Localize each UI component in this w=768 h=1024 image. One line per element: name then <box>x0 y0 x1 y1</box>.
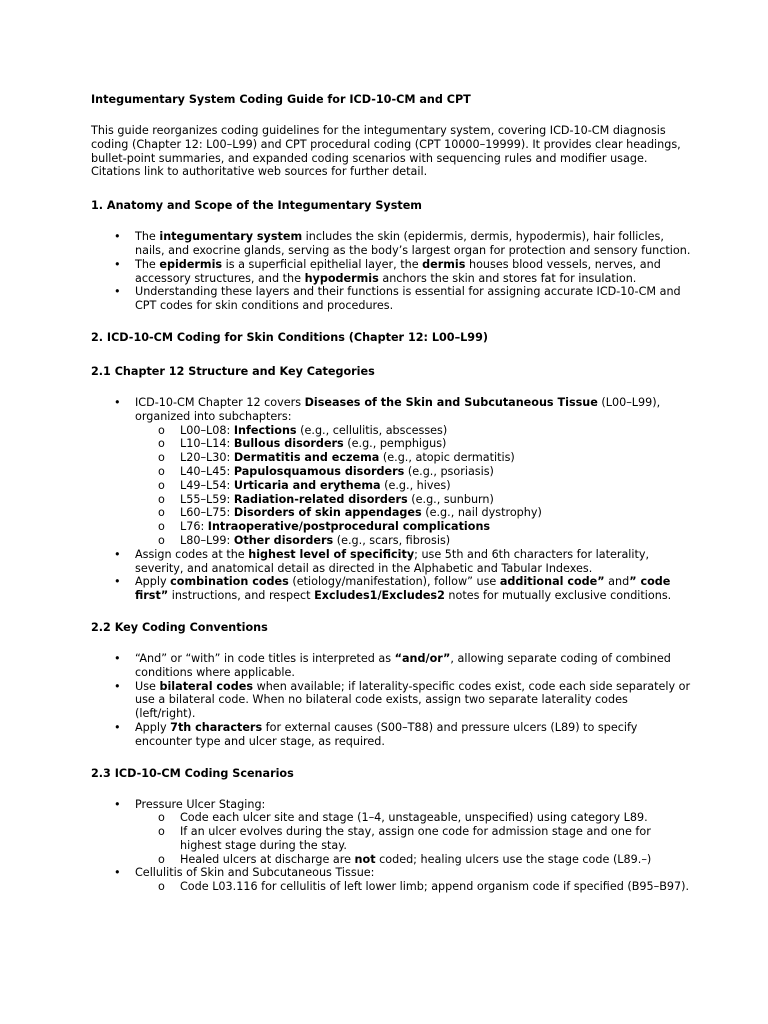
subchapter-item: o L80–L99: Other disorders (e.g., scars, fibrosis) <box>135 534 691 548</box>
section-1-heading: 1. Anatomy and Scope of the Integumentary System <box>91 199 422 213</box>
section-2-2-list <box>91 652 691 749</box>
subchapter-item: o L10–L14: Bullous disorders (e.g., pemphigus) <box>135 437 691 451</box>
subchapter-item: o L49–L54: Urticaria and erythema (e.g., hives) <box>135 479 691 493</box>
section-2-1-list <box>91 396 691 603</box>
scenario-item: o If an ulcer evolves during the stay, assign one code for admission stage and one for highest stage during the stay. <box>135 825 691 853</box>
scenario-item: o Code L03.116 for cellulitis of left lower limb; append organism code if specified (B95–B97). <box>135 880 691 894</box>
section-2-2-heading: 2.2 Key Coding Conventions <box>91 620 268 634</box>
scenario-item: o Code each ulcer site and stage (1–4, unstageable, unspecified) using category L89. <box>135 811 691 825</box>
document-title: Integumentary System Coding Guide for ICD-10-CM and CPT <box>91 93 471 106</box>
list-item: • Apply combination codes (etiology/manifestation), follow” use additional code” and” code first” instructions, and respect Excludes1/Excludes2 notes for mutually exclusive conditions. <box>91 575 691 603</box>
scenario-item: o Healed ulcers at discharge are not coded; healing ulcers use the stage code (L89.–) <box>135 853 691 867</box>
subchapter-item: o L76: Intraoperative/postprocedural complications <box>135 520 691 534</box>
scenario-sublist <box>135 811 691 866</box>
list-item: • Understanding these layers and their functions is essential for assigning accurate ICD-10-CM and CPT codes for skin conditions and procedures. <box>91 285 691 313</box>
section-1-list <box>91 230 691 313</box>
section-2-1-heading: 2.1 Chapter 12 Structure and Key Categories <box>91 364 375 378</box>
list-item: • The integumentary system includes the skin (epidermis, dermis, hypodermis), hair follicles, nails, and exocrine glands, serving as the body’s largest organ for protection and sensory function. <box>91 230 691 258</box>
subchapter-item: o L20–L30: Dermatitis and eczema (e.g., atopic dermatitis) <box>135 451 691 465</box>
list-item: • “And” or “with” in code titles is interpreted as “and/or”, allowing separate coding of combined conditions where applicable. <box>91 652 691 680</box>
subchapter-item: o L00–L08: Infections (e.g., cellulitis, abscesses) <box>135 424 691 438</box>
list-item: • ICD-10-CM Chapter 12 covers Diseases of the Skin and Subcutaneous Tissue (L00–L99), organized into subchapters: o L00–L08: Infections (e.g., cellulitis, abscesses) o L10–L14: Bullous disorders (e.g., pemphigus) o L20–L30: Dermatitis and eczema (e.g., atopic dermatitis) o L40–L45: Papulosquamous disorders (e.g., psoriasis) o L49–L54: Urticaria and erythema (e.g., hives) o L55–L59: Radiation-related disorders (e.g., sunburn) o L60–L75: Disorders of skin appendages (e.g., nail dystrophy) o L76: Intraoperative/postprocedural complications o L80–L99: Other disorders (e.g., scars, fibrosis) <box>91 396 691 548</box>
subchapter-list <box>135 424 691 548</box>
subchapter-item: o L40–L45: Papulosquamous disorders (e.g., psoriasis) <box>135 465 691 479</box>
list-item: • Use bilateral codes when available; if laterality-specific codes exist, code each side separately or use a bilateral code. When no bilateral code exists, assign two separate laterality codes (left/right). <box>91 680 691 721</box>
section-2-heading: 2. ICD-10-CM Coding for Skin Conditions (Chapter 12: L00–L99) <box>91 330 488 344</box>
scenario-sublist <box>135 880 691 894</box>
list-item: • The epidermis is a superficial epithelial layer, the dermis houses blood vessels, nerves, and accessory structures, and the hypodermis anchors the skin and stores fat for insulation. <box>91 258 691 286</box>
subchapter-item: o L60–L75: Disorders of skin appendages (e.g., nail dystrophy) <box>135 506 691 520</box>
subchapter-item: o L55–L59: Radiation-related disorders (e.g., sunburn) <box>135 493 691 507</box>
section-2-3-heading: 2.3 ICD-10-CM Coding Scenarios <box>91 766 294 780</box>
list-item: • Assign codes at the highest level of specificity; use 5th and 6th characters for laterality, severity, and anatomical detail as directed in the Alphabetic and Tabular Indexes. <box>91 548 691 576</box>
intro-paragraph: This guide reorganizes coding guidelines for the integumentary system, covering ICD-10-CM diagnosis coding (Chapter 12: L00–L99) and CPT procedural coding (CPT 10000–19999). It provides clear headings, bullet-point summaries, and expanded coding scenarios with sequencing rules and modifier usage. Citations link to authoritative web sources for further detail. <box>91 124 681 179</box>
list-item: • Cellulitis of Skin and Subcutaneous Tissue: o Code L03.116 for cellulitis of left lower limb; append organism code if specified (B95–B97). <box>91 866 691 894</box>
section-2-3-list <box>91 798 691 895</box>
list-item: • Apply 7th characters for external causes (S00–T88) and pressure ulcers (L89) to specify encounter type and ulcer stage, as required. <box>91 721 691 749</box>
list-item: • Pressure Ulcer Staging: o Code each ulcer site and stage (1–4, unstageable, unspecified) using category L89. o If an ulcer evolves during the stay, assign one code for admission stage and one for highest stage during the stay. o Healed ulcers at discharge are not coded; healing ulcers use the stage code (L89.–) <box>91 798 691 867</box>
document-page <box>91 93 691 894</box>
